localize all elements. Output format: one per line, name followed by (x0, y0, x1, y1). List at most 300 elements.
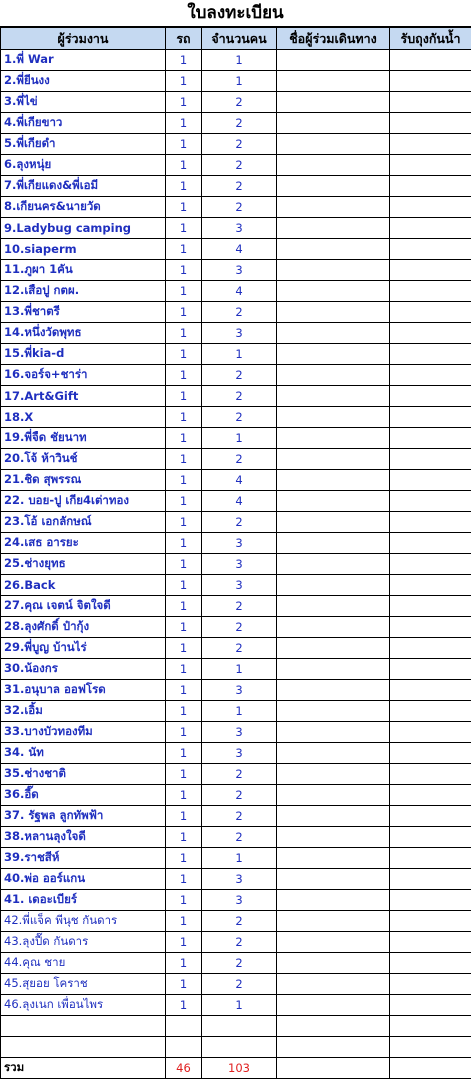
people-cell[interactable]: 2 (202, 932, 277, 953)
waterproof-bag-cell[interactable] (390, 449, 471, 470)
companions-cell[interactable] (277, 848, 390, 869)
table-row (1, 596, 471, 617)
companions-cell[interactable] (277, 554, 390, 575)
participant-name-cell[interactable]: 25.ช่างยุทธ (1, 554, 166, 575)
people-cell[interactable]: 2 (202, 638, 277, 659)
table-row (1, 50, 471, 71)
table-row (1, 575, 471, 596)
people-cell[interactable]: 2 (202, 785, 277, 806)
people-cell[interactable]: 2 (202, 449, 277, 470)
blank-row (1, 1037, 471, 1058)
companions-cell[interactable] (277, 491, 390, 512)
people-cell[interactable]: 2 (202, 407, 277, 428)
companions-cell[interactable] (277, 428, 390, 449)
people-cell[interactable]: 4 (202, 239, 277, 260)
participant-name-cell[interactable]: 30.น้องกร (1, 659, 166, 680)
companions-cell[interactable] (277, 197, 390, 218)
participant-name-cell[interactable]: 12.เสือปู กตผ. (1, 281, 166, 302)
companions-cell[interactable] (277, 260, 390, 281)
companions-cell[interactable] (277, 365, 390, 386)
people-cell[interactable]: 2 (202, 596, 277, 617)
participant-name-cell[interactable]: 45.สุยอย โคราช (1, 974, 166, 995)
cars-cell[interactable]: 1 (166, 722, 202, 743)
cars-cell[interactable]: 1 (166, 491, 202, 512)
participant-name-cell[interactable]: 3.พี่ไข่ (1, 92, 166, 113)
table-row (1, 386, 471, 407)
cars-cell[interactable]: 1 (166, 50, 202, 71)
waterproof-bag-cell[interactable] (390, 92, 471, 113)
participant-name-cell[interactable]: 37. รัฐพล ลูกทัพฟ้า (1, 806, 166, 827)
waterproof-bag-cell[interactable] (390, 827, 471, 848)
table-row (1, 218, 471, 239)
companions-cell[interactable] (277, 302, 390, 323)
companions-cell[interactable] (277, 953, 390, 974)
participant-name-cell[interactable]: 7.พี่เกียแดง&พี่เอมี (1, 176, 166, 197)
table-row (1, 365, 471, 386)
cars-cell[interactable]: 1 (166, 155, 202, 176)
cars-cell[interactable]: 1 (166, 239, 202, 260)
companions-cell[interactable] (277, 407, 390, 428)
people-cell[interactable]: 2 (202, 155, 277, 176)
waterproof-bag-cell[interactable] (390, 428, 471, 449)
companions-cell[interactable] (277, 113, 390, 134)
companions-cell[interactable] (277, 806, 390, 827)
waterproof-bag-cell[interactable] (390, 995, 471, 1016)
waterproof-bag-cell[interactable] (390, 134, 471, 155)
table-row (1, 722, 471, 743)
participant-name-cell[interactable]: 29.พี่บูญ บ้านไร่ (1, 638, 166, 659)
total-cars-cell: 46 (166, 1058, 202, 1079)
waterproof-bag-cell[interactable] (390, 407, 471, 428)
companions-cell[interactable] (277, 134, 390, 155)
cars-cell[interactable]: 1 (166, 281, 202, 302)
cars-cell[interactable]: 1 (166, 701, 202, 722)
waterproof-bag-cell[interactable] (390, 722, 471, 743)
participant-name-cell[interactable]: 43.ลุงปื๊ด กันดาร (1, 932, 166, 953)
waterproof-bag-cell[interactable] (390, 974, 471, 995)
cars-cell[interactable]: 1 (166, 995, 202, 1016)
people-cell[interactable]: 3 (202, 722, 277, 743)
table-row (1, 974, 471, 995)
cars-cell[interactable]: 1 (166, 974, 202, 995)
cars-cell[interactable]: 1 (166, 617, 202, 638)
people-cell[interactable]: 4 (202, 470, 277, 491)
participant-name-cell[interactable]: 6.ลุงหนุ่ย (1, 155, 166, 176)
companions-cell[interactable] (277, 911, 390, 932)
companions-cell[interactable] (277, 386, 390, 407)
cars-cell[interactable]: 1 (166, 92, 202, 113)
table-row (1, 197, 471, 218)
companions-cell[interactable] (277, 155, 390, 176)
people-cell[interactable]: 4 (202, 281, 277, 302)
participant-name-cell[interactable]: 34. นัท (1, 743, 166, 764)
companions-cell[interactable] (277, 869, 390, 890)
people-cell[interactable]: 2 (202, 176, 277, 197)
table-row (1, 617, 471, 638)
companions-cell[interactable] (277, 974, 390, 995)
companions-cell[interactable] (277, 344, 390, 365)
companions-cell[interactable] (277, 890, 390, 911)
cars-cell[interactable]: 1 (166, 344, 202, 365)
participant-name-cell[interactable] (1, 1037, 166, 1058)
table-row (1, 344, 471, 365)
people-cell[interactable]: 3 (202, 869, 277, 890)
companions-cell[interactable] (277, 71, 390, 92)
waterproof-bag-cell[interactable] (390, 344, 471, 365)
table-row (1, 890, 471, 911)
participant-name-cell[interactable]: 8.เกียนคร&นายวัด (1, 197, 166, 218)
cars-cell[interactable]: 1 (166, 932, 202, 953)
people-cell[interactable]: 2 (202, 806, 277, 827)
people-cell[interactable]: 2 (202, 302, 277, 323)
companions-cell[interactable] (277, 995, 390, 1016)
table-row (1, 680, 471, 701)
waterproof-bag-cell[interactable] (390, 890, 471, 911)
people-cell[interactable]: 2 (202, 911, 277, 932)
waterproof-bag-cell[interactable] (390, 806, 471, 827)
cars-cell[interactable]: 1 (166, 218, 202, 239)
people-cell[interactable]: 3 (202, 554, 277, 575)
companions-cell[interactable] (277, 281, 390, 302)
participant-name-cell[interactable]: 28.ลุงศักดิ์ ป๋ากุ้ง (1, 617, 166, 638)
table-row (1, 911, 471, 932)
participant-name-cell[interactable]: 33.บางบัวทองทีม (1, 722, 166, 743)
people-cell[interactable]: 1 (202, 995, 277, 1016)
companions-cell[interactable] (277, 722, 390, 743)
companions-cell[interactable] (277, 764, 390, 785)
people-cell[interactable]: 2 (202, 365, 277, 386)
waterproof-bag-cell[interactable] (390, 113, 471, 134)
cars-cell[interactable]: 1 (166, 71, 202, 92)
companions-cell[interactable] (277, 449, 390, 470)
cars-cell[interactable]: 1 (166, 806, 202, 827)
participant-name-cell[interactable]: 42.พี่แจ็ค พีนุช กันดาร (1, 911, 166, 932)
companions-cell[interactable] (277, 638, 390, 659)
waterproof-bag-cell[interactable] (390, 764, 471, 785)
waterproof-bag-cell[interactable] (390, 743, 471, 764)
people-cell[interactable]: 2 (202, 974, 277, 995)
companions-cell[interactable] (277, 1016, 390, 1037)
participant-name-cell[interactable]: 4.พี่เกียขาว (1, 113, 166, 134)
total-waterproof-bag-cell (390, 1058, 471, 1079)
participant-name-cell[interactable]: 20.โจ้ ห้าวินช์ (1, 449, 166, 470)
cars-cell[interactable]: 1 (166, 764, 202, 785)
participant-name-cell[interactable]: 10.siaperm (1, 239, 166, 260)
companions-cell[interactable] (277, 575, 390, 596)
table-row (1, 239, 471, 260)
table-row (1, 134, 471, 155)
people-cell[interactable]: 2 (202, 512, 277, 533)
total-companions-cell (277, 1058, 390, 1079)
waterproof-bag-cell[interactable] (390, 197, 471, 218)
cars-cell[interactable]: 1 (166, 407, 202, 428)
participant-name-cell[interactable]: 32.เอิ้ม (1, 701, 166, 722)
waterproof-bag-cell[interactable] (390, 869, 471, 890)
col-header-people[interactable]: จำนวนคน (202, 28, 277, 50)
cars-cell[interactable]: 1 (166, 743, 202, 764)
col-header-waterproof-bag[interactable]: รับถุงกันน้ำ (390, 28, 471, 50)
people-cell[interactable]: 2 (202, 386, 277, 407)
table-row (1, 155, 471, 176)
people-cell[interactable]: 2 (202, 92, 277, 113)
participant-name-cell[interactable]: 22. บอย-ปู เกีย4เต่าทอง (1, 491, 166, 512)
waterproof-bag-cell[interactable] (390, 1037, 471, 1058)
participant-name-cell[interactable]: 24.เสธ อารยะ (1, 533, 166, 554)
participant-name-cell[interactable]: 31.อนุบาล ออฟโรด (1, 680, 166, 701)
waterproof-bag-cell[interactable] (390, 281, 471, 302)
waterproof-bag-cell[interactable] (390, 218, 471, 239)
table-row (1, 848, 471, 869)
companions-cell[interactable] (277, 827, 390, 848)
waterproof-bag-cell[interactable] (390, 680, 471, 701)
table-row (1, 806, 471, 827)
participant-name-cell[interactable]: 19.พี่จืด ชัยนาท (1, 428, 166, 449)
total-label-cell: รวม (1, 1058, 166, 1079)
waterproof-bag-cell[interactable] (390, 470, 471, 491)
participant-name-cell[interactable]: 35.ช่างชาติ (1, 764, 166, 785)
participant-name-cell[interactable]: 15.พี่kia-d (1, 344, 166, 365)
waterproof-bag-cell[interactable] (390, 239, 471, 260)
participant-name-cell[interactable]: 21.ชิด สุพรรณ (1, 470, 166, 491)
cars-cell[interactable]: 1 (166, 386, 202, 407)
waterproof-bag-cell[interactable] (390, 848, 471, 869)
companions-cell[interactable] (277, 512, 390, 533)
companions-cell[interactable] (277, 470, 390, 491)
companions-cell[interactable] (277, 1037, 390, 1058)
waterproof-bag-cell[interactable] (390, 785, 471, 806)
table-row (1, 953, 471, 974)
table-row (1, 701, 471, 722)
people-cell[interactable]: 3 (202, 680, 277, 701)
people-cell[interactable]: 1 (202, 701, 277, 722)
registration-table (0, 27, 471, 1079)
people-cell[interactable]: 3 (202, 575, 277, 596)
sheet-title: ใบลงทะเบียน (0, 0, 471, 27)
people-cell[interactable]: 3 (202, 260, 277, 281)
table-row (1, 428, 471, 449)
cars-cell[interactable]: 1 (166, 554, 202, 575)
companions-cell[interactable] (277, 659, 390, 680)
participant-name-cell[interactable]: 9.Ladybug camping (1, 218, 166, 239)
waterproof-bag-cell[interactable] (390, 302, 471, 323)
companions-cell[interactable] (277, 617, 390, 638)
waterproof-bag-cell[interactable] (390, 701, 471, 722)
people-cell[interactable]: 2 (202, 113, 277, 134)
cars-cell[interactable]: 1 (166, 827, 202, 848)
cars-cell[interactable]: 1 (166, 323, 202, 344)
cars-cell[interactable]: 1 (166, 848, 202, 869)
col-header-companions[interactable]: ชื่อผู้ร่วมเดินทาง (277, 28, 390, 50)
people-cell[interactable]: 1 (202, 659, 277, 680)
table-row (1, 92, 471, 113)
participant-name-cell[interactable]: 18.X (1, 407, 166, 428)
participant-name-cell[interactable]: 17.Art&Gift (1, 386, 166, 407)
table-row (1, 995, 471, 1016)
table-row (1, 113, 471, 134)
participant-name-cell[interactable]: 39.ราชสีห์ (1, 848, 166, 869)
participant-name-cell[interactable]: 44.คุณ ชาย (1, 953, 166, 974)
people-cell[interactable]: 1 (202, 344, 277, 365)
companions-cell[interactable] (277, 92, 390, 113)
waterproof-bag-cell[interactable] (390, 617, 471, 638)
participant-name-cell[interactable]: 13.พี่ชาตรี (1, 302, 166, 323)
total-people-cell: 103 (202, 1058, 277, 1079)
companions-cell[interactable] (277, 743, 390, 764)
cars-cell[interactable]: 1 (166, 365, 202, 386)
waterproof-bag-cell[interactable] (390, 911, 471, 932)
cars-cell[interactable]: 1 (166, 911, 202, 932)
people-cell[interactable]: 3 (202, 890, 277, 911)
table-row (1, 323, 471, 344)
people-cell[interactable] (202, 1016, 277, 1037)
waterproof-bag-cell[interactable] (390, 953, 471, 974)
people-cell[interactable]: 2 (202, 764, 277, 785)
companions-cell[interactable] (277, 50, 390, 71)
waterproof-bag-cell[interactable] (390, 638, 471, 659)
participant-name-cell[interactable]: 14.หนึ่งวัดพุทธ (1, 323, 166, 344)
waterproof-bag-cell[interactable] (390, 176, 471, 197)
table-row (1, 71, 471, 92)
participant-name-cell[interactable]: 5.พี่เกียดำ (1, 134, 166, 155)
waterproof-bag-cell[interactable] (390, 554, 471, 575)
participant-name-cell[interactable]: 27.คุณ เจตน์ จิตใจดี (1, 596, 166, 617)
table-row (1, 869, 471, 890)
participant-name-cell[interactable] (1, 1016, 166, 1037)
people-cell[interactable]: 1 (202, 50, 277, 71)
waterproof-bag-cell[interactable] (390, 533, 471, 554)
people-cell[interactable]: 1 (202, 848, 277, 869)
col-header-participant[interactable]: ผู้ร่วมงาน (1, 28, 166, 50)
blank-row (1, 1016, 471, 1037)
participant-name-cell[interactable]: 16.จอร์จ+ชาร่า (1, 365, 166, 386)
table-row (1, 470, 471, 491)
table-row (1, 932, 471, 953)
people-cell[interactable]: 3 (202, 743, 277, 764)
waterproof-bag-cell[interactable] (390, 155, 471, 176)
header-row (1, 28, 471, 50)
cars-cell[interactable]: 1 (166, 785, 202, 806)
cars-cell[interactable]: 1 (166, 260, 202, 281)
table-row (1, 512, 471, 533)
col-header-cars[interactable]: รถ (166, 28, 202, 50)
table-row (1, 533, 471, 554)
participant-name-cell[interactable]: 40.พ่อ ออร์แกน (1, 869, 166, 890)
cars-cell[interactable]: 1 (166, 470, 202, 491)
companions-cell[interactable] (277, 932, 390, 953)
cars-cell[interactable]: 1 (166, 953, 202, 974)
participant-name-cell[interactable]: 23.โอ้ เอกลักษณ์ (1, 512, 166, 533)
cars-cell[interactable]: 1 (166, 302, 202, 323)
companions-cell[interactable] (277, 176, 390, 197)
cars-cell[interactable]: 1 (166, 638, 202, 659)
participant-name-cell[interactable]: 2.พี่ยีนงง (1, 71, 166, 92)
waterproof-bag-cell[interactable] (390, 71, 471, 92)
total-row (1, 1058, 471, 1079)
table-row (1, 785, 471, 806)
table-row (1, 764, 471, 785)
table-row (1, 260, 471, 281)
table-row (1, 743, 471, 764)
participant-name-cell[interactable]: 41. เดอะเบียร์ (1, 890, 166, 911)
companions-cell[interactable] (277, 239, 390, 260)
people-cell[interactable]: 2 (202, 953, 277, 974)
table-row (1, 554, 471, 575)
table-row (1, 302, 471, 323)
cars-cell[interactable]: 1 (166, 659, 202, 680)
participant-name-cell[interactable]: 38.หลานลุงใจดี (1, 827, 166, 848)
cars-cell[interactable]: 1 (166, 512, 202, 533)
waterproof-bag-cell[interactable] (390, 659, 471, 680)
companions-cell[interactable] (277, 680, 390, 701)
cars-cell[interactable]: 1 (166, 890, 202, 911)
waterproof-bag-cell[interactable] (390, 365, 471, 386)
table-row (1, 827, 471, 848)
people-cell[interactable]: 3 (202, 323, 277, 344)
waterproof-bag-cell[interactable] (390, 260, 471, 281)
people-cell[interactable]: 2 (202, 617, 277, 638)
participant-name-cell[interactable]: 46.ลุงเนก เพื่อนไพร (1, 995, 166, 1016)
table-row (1, 491, 471, 512)
people-cell[interactable]: 2 (202, 134, 277, 155)
companions-cell[interactable] (277, 323, 390, 344)
waterproof-bag-cell[interactable] (390, 1016, 471, 1037)
waterproof-bag-cell[interactable] (390, 512, 471, 533)
people-cell[interactable]: 3 (202, 218, 277, 239)
people-cell[interactable]: 2 (202, 827, 277, 848)
table-row (1, 407, 471, 428)
people-cell[interactable]: 1 (202, 428, 277, 449)
cars-cell[interactable]: 1 (166, 596, 202, 617)
cars-cell[interactable]: 1 (166, 113, 202, 134)
cars-cell[interactable]: 1 (166, 533, 202, 554)
cars-cell[interactable]: 1 (166, 176, 202, 197)
waterproof-bag-cell[interactable] (390, 323, 471, 344)
people-cell[interactable]: 2 (202, 197, 277, 218)
waterproof-bag-cell[interactable] (390, 491, 471, 512)
companions-cell[interactable] (277, 701, 390, 722)
participant-name-cell[interactable]: 26.Back (1, 575, 166, 596)
people-cell[interactable] (202, 1037, 277, 1058)
waterproof-bag-cell[interactable] (390, 386, 471, 407)
waterproof-bag-cell[interactable] (390, 932, 471, 953)
cars-cell[interactable]: 1 (166, 134, 202, 155)
companions-cell[interactable] (277, 533, 390, 554)
cars-cell[interactable]: 1 (166, 575, 202, 596)
table-row (1, 449, 471, 470)
cars-cell[interactable] (166, 1016, 202, 1037)
participant-name-cell[interactable]: 11.ภูผา 1คัน (1, 260, 166, 281)
waterproof-bag-cell[interactable] (390, 50, 471, 71)
participant-name-cell[interactable]: 36.อี๊ด (1, 785, 166, 806)
people-cell[interactable]: 1 (202, 71, 277, 92)
companions-cell[interactable] (277, 218, 390, 239)
cars-cell[interactable]: 1 (166, 449, 202, 470)
people-cell[interactable]: 4 (202, 491, 277, 512)
companions-cell[interactable] (277, 596, 390, 617)
table-row (1, 659, 471, 680)
cars-cell[interactable] (166, 1037, 202, 1058)
cars-cell[interactable]: 1 (166, 680, 202, 701)
waterproof-bag-cell[interactable] (390, 575, 471, 596)
companions-cell[interactable] (277, 785, 390, 806)
cars-cell[interactable]: 1 (166, 428, 202, 449)
waterproof-bag-cell[interactable] (390, 596, 471, 617)
people-cell[interactable]: 3 (202, 533, 277, 554)
cars-cell[interactable]: 1 (166, 197, 202, 218)
cars-cell[interactable]: 1 (166, 869, 202, 890)
participant-name-cell[interactable]: 1.พี่ War (1, 50, 166, 71)
table-row (1, 638, 471, 659)
